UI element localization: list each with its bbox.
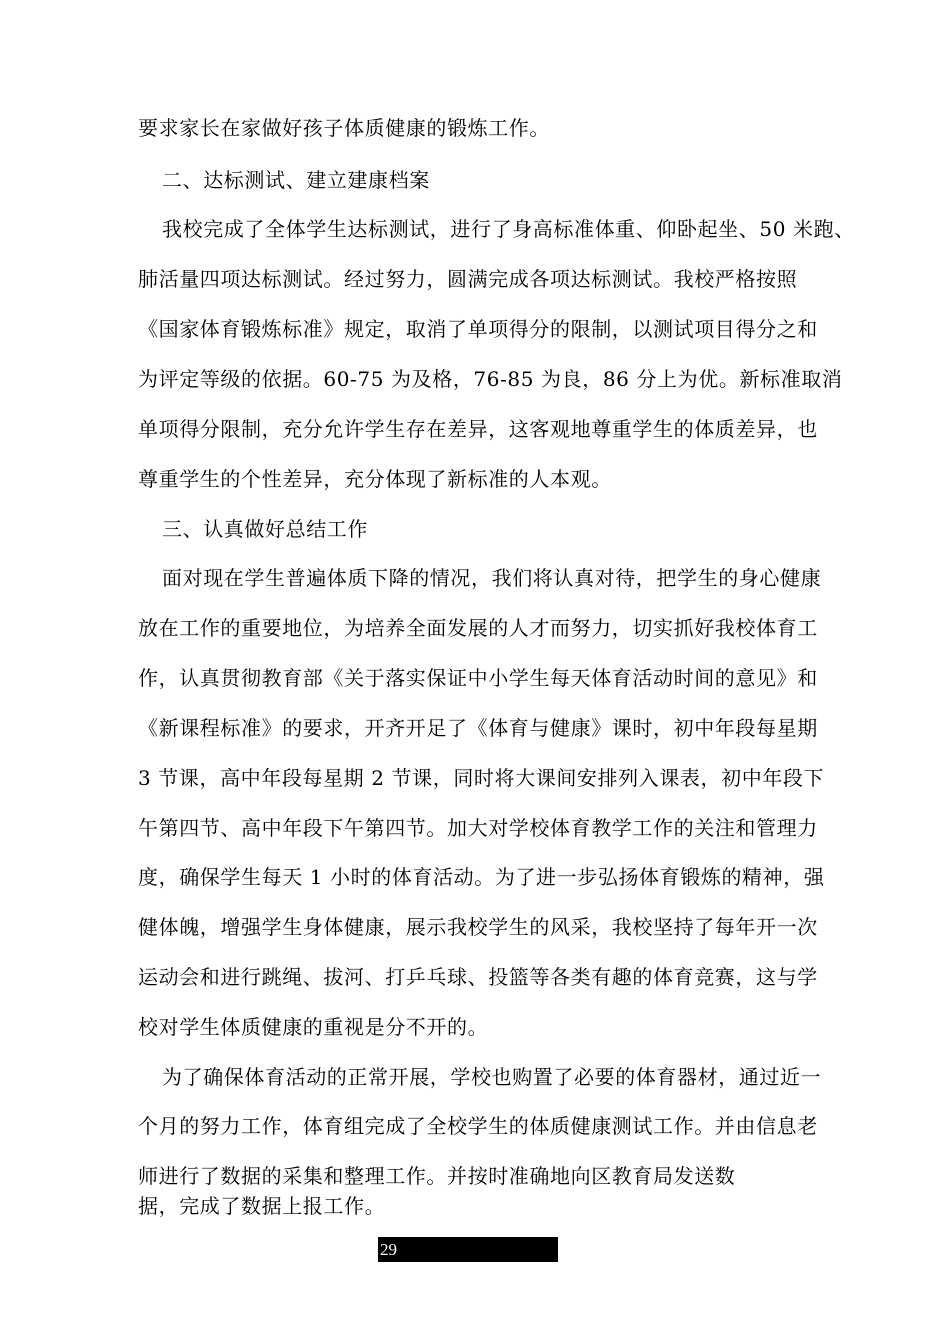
section-heading: 三、认真做好总结工作 [162,517,368,541]
text-line: 3 节课，高中年段每星期 2 节课，同时将大课间安排列入课表，初中年段下 [138,766,825,790]
page-number: 29 [378,1237,558,1262]
text-line: 我校完成了全体学生达标测试，进行了身高标准体重、仰卧起坐、50 米跑、 [162,217,855,241]
text-line: 面对现在学生普遍体质下降的情况，我们将认真对待，把学生的身心健康 [162,566,822,590]
text-line: 运动会和进行跳绳、拔河、打乒乓球、投篮等各类有趣的体育竞赛，这与学 [138,965,818,989]
text-line: 放在工作的重要地位，为培养全面发展的人才而努力，切实抓好我校体育工 [138,616,818,640]
text-line: 为评定等级的依据。60-75 为及格，76-85 为良，86 分上为优。新标准取消 [138,367,843,391]
text-line: 健体魄，增强学生身体健康，展示我校学生的风采，我校坚持了每年开一次 [138,915,818,939]
section-heading: 二、达标测试、建立建康档案 [162,168,430,192]
text-line: 单项得分限制，充分允许学生存在差异，这客观地尊重学生的体质差异，也 [138,417,818,441]
text-line: 校对学生体质健康的重视是分不开的。 [138,1015,489,1039]
text-line: 《国家体育锻炼标准》规定，取消了单项得分的限制，以测试项目得分之和 [138,317,818,341]
text-line: 肺活量四项达标测试。经过努力，圆满完成各项达标测试。我校严格按照 [138,267,798,291]
text-line: 《新课程标准》的要求，开齐开足了《体育与健康》课时，初中年段每星期 [138,716,818,740]
text-line: 作，认真贯彻教育部《关于落实保证中小学生每天体育活动时间的意见》和 [138,666,818,690]
text-line: 尊重学生的个性差异，充分体现了新标准的人本观。 [138,467,612,491]
text-line: 度，确保学生每天 1 小时的体育活动。为了进一步弘扬体育锻炼的精神，强 [138,865,825,889]
text-line: 据，完成了数据上报工作。 [138,1194,386,1218]
text-line: 午第四节、高中年段下午第四节。加大对学校体育教学工作的关注和管理力 [138,816,818,840]
text-line: 为了确保体育活动的正常开展，学校也购置了必要的体育器材，通过近一 [162,1065,822,1089]
text-line: 师进行了数据的采集和整理工作。并按时准确地向区教育局发送数 [138,1164,736,1188]
text-line: 个月的努力工作，体育组完成了全校学生的体质健康测试工作。并由信息老 [138,1114,818,1138]
text-line: 要求家长在家做好孩子体质健康的锻炼工作。 [138,116,550,140]
